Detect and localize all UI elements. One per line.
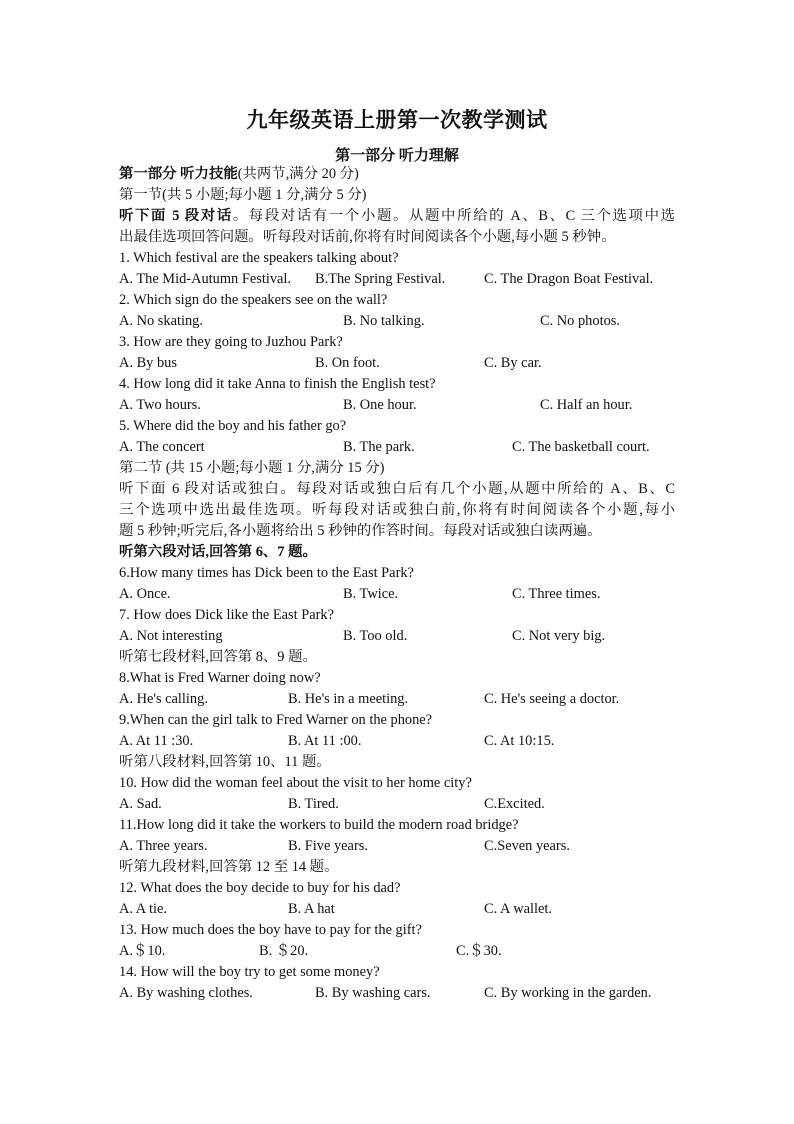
section2-instruction-line2: 三个选项中选出最佳选项。听每段对话或独白前,你将有时间阅读各个小题,每小 bbox=[119, 502, 675, 518]
part-intro bbox=[119, 164, 359, 185]
q14-option-b: B. By washing cars. bbox=[315, 985, 431, 1001]
section1-heading: 第一节(共 5 小题;每小题 1 分,满分 5 分) bbox=[119, 187, 367, 203]
question-5: 5. Where did the boy and his father go? bbox=[119, 418, 347, 434]
question-8: 8.What is Fred Warner doing now? bbox=[119, 670, 321, 686]
question-10: 10. How did the woman feel about the visit to her home city? bbox=[119, 775, 472, 791]
section2-instruction-line1: 听下面 6 段对话或独白。每段对话或独白后有几个小题,从题中所给的 A、B、C bbox=[119, 481, 675, 497]
q8-option-c: C. He's seeing a doctor. bbox=[484, 691, 620, 707]
q13-option-c: C.＄30. bbox=[456, 943, 502, 959]
q7-option-b: B. Too old. bbox=[343, 628, 408, 644]
q3-option-b: B. On foot. bbox=[315, 355, 380, 371]
part-intro-bold: 第一部分 听力技能 bbox=[119, 166, 238, 182]
q1-option-b: B.The Spring Festival. bbox=[315, 271, 446, 287]
q4-option-a: A. Two hours. bbox=[119, 397, 201, 413]
q14-option-c: C. By working in the garden. bbox=[484, 985, 652, 1001]
dialog9-heading: 听第九段材料,回答第 12 至 14 题。 bbox=[119, 859, 339, 875]
dialog7-heading: 听第七段材料,回答第 8、9 题。 bbox=[119, 649, 317, 665]
q6-option-c: C. Three times. bbox=[512, 586, 601, 602]
section1-instruction-text: 。每段对话有一个小题。从题中所给的 A、B、C 三个选项中选 bbox=[232, 208, 675, 224]
question-4: 4. How long did it take Anna to finish the English test? bbox=[119, 376, 436, 392]
q2-option-c: C. No photos. bbox=[540, 313, 620, 329]
question-12: 12. What does the boy decide to buy for his dad? bbox=[119, 880, 401, 896]
question-9: 9.When can the girl talk to Fred Warner on the phone? bbox=[119, 712, 433, 728]
q4-option-b: B. One hour. bbox=[343, 397, 417, 413]
q5-option-a: A. The concert bbox=[119, 439, 205, 455]
q1-option-c: C. The Dragon Boat Festival. bbox=[484, 271, 654, 287]
section2-instruction-line3: 题 5 秒钟;听完后,各小题将给出 5 秒钟的作答时间。每段对话或独白读两遍。 bbox=[119, 523, 602, 539]
q3-option-c: C. By car. bbox=[484, 355, 542, 371]
q10-option-c: C.Excited. bbox=[484, 796, 545, 812]
question-13: 13. How much does the boy have to pay for the gift? bbox=[119, 922, 422, 938]
q4-option-c: C. Half an hour. bbox=[540, 397, 633, 413]
q7-option-c: C. Not very big. bbox=[512, 628, 606, 644]
q9-option-b: B. At 11 :00. bbox=[288, 733, 362, 749]
q13-option-a: A.＄10. bbox=[119, 943, 166, 959]
question-11: 11.How long did it take the workers to build the modern road bridge? bbox=[119, 817, 519, 833]
section1-instruction-line1 bbox=[119, 206, 675, 227]
q8-option-a: A. He's calling. bbox=[119, 691, 208, 707]
part-intro-rest: (共两节,满分 20 分) bbox=[237, 166, 359, 182]
q12-option-b: B. A hat bbox=[288, 901, 335, 917]
q13-option-b: B. ＄20. bbox=[259, 943, 309, 959]
part-heading: 第一部分 听力理解 bbox=[335, 148, 459, 164]
section2-heading: 第二节 (共 15 小题;每小题 1 分,满分 15 分) bbox=[119, 460, 385, 476]
q12-option-a: A. A tie. bbox=[119, 901, 167, 917]
dialog8-heading: 听第八段材料,回答第 10、11 题。 bbox=[119, 754, 331, 770]
q7-option-a: A. Not interesting bbox=[119, 628, 223, 644]
q9-option-c: C. At 10:15. bbox=[484, 733, 555, 749]
q11-option-c: C.Seven years. bbox=[484, 838, 570, 854]
dialog6-heading: 听第六段对话,回答第 6、7 题。 bbox=[119, 544, 317, 560]
section1-instruction-bold: 听下面 5 段对话 bbox=[119, 208, 233, 224]
q2-option-b: B. No talking. bbox=[343, 313, 425, 329]
q8-option-b: B. He's in a meeting. bbox=[288, 691, 409, 707]
question-14: 14. How will the boy try to get some money? bbox=[119, 964, 380, 980]
q10-option-a: A. Sad. bbox=[119, 796, 162, 812]
q3-option-a: A. By bus bbox=[119, 355, 177, 371]
question-2: 2. Which sign do the speakers see on the wall? bbox=[119, 292, 388, 308]
question-6: 6.How many times has Dick been to the East Park? bbox=[119, 565, 414, 581]
q11-option-b: B. Five years. bbox=[288, 838, 368, 854]
question-7: 7. How does Dick like the East Park? bbox=[119, 607, 335, 623]
q12-option-c: C. A wallet. bbox=[484, 901, 552, 917]
q9-option-a: A. At 11 :30. bbox=[119, 733, 194, 749]
q6-option-a: A. Once. bbox=[119, 586, 171, 602]
question-1: 1. Which festival are the speakers talking about? bbox=[119, 250, 399, 266]
q2-option-a: A. No skating. bbox=[119, 313, 203, 329]
q10-option-b: B. Tired. bbox=[288, 796, 339, 812]
page-title: 九年级英语上册第一次教学测试 bbox=[246, 108, 548, 132]
question-3: 3. How are they going to Juzhou Park? bbox=[119, 334, 343, 350]
section1-instruction-line2: 出最佳选项回答问题。听每段对话前,你将有时间阅读各个小题,每小题 5 秒钟。 bbox=[119, 229, 616, 245]
q11-option-a: A. Three years. bbox=[119, 838, 208, 854]
q1-option-a: A. The Mid-Autumn Festival. bbox=[119, 271, 292, 287]
q5-option-b: B. The park. bbox=[343, 439, 415, 455]
q5-option-c: C. The basketball court. bbox=[512, 439, 650, 455]
q14-option-a: A. By washing clothes. bbox=[119, 985, 253, 1001]
q6-option-b: B. Twice. bbox=[343, 586, 399, 602]
